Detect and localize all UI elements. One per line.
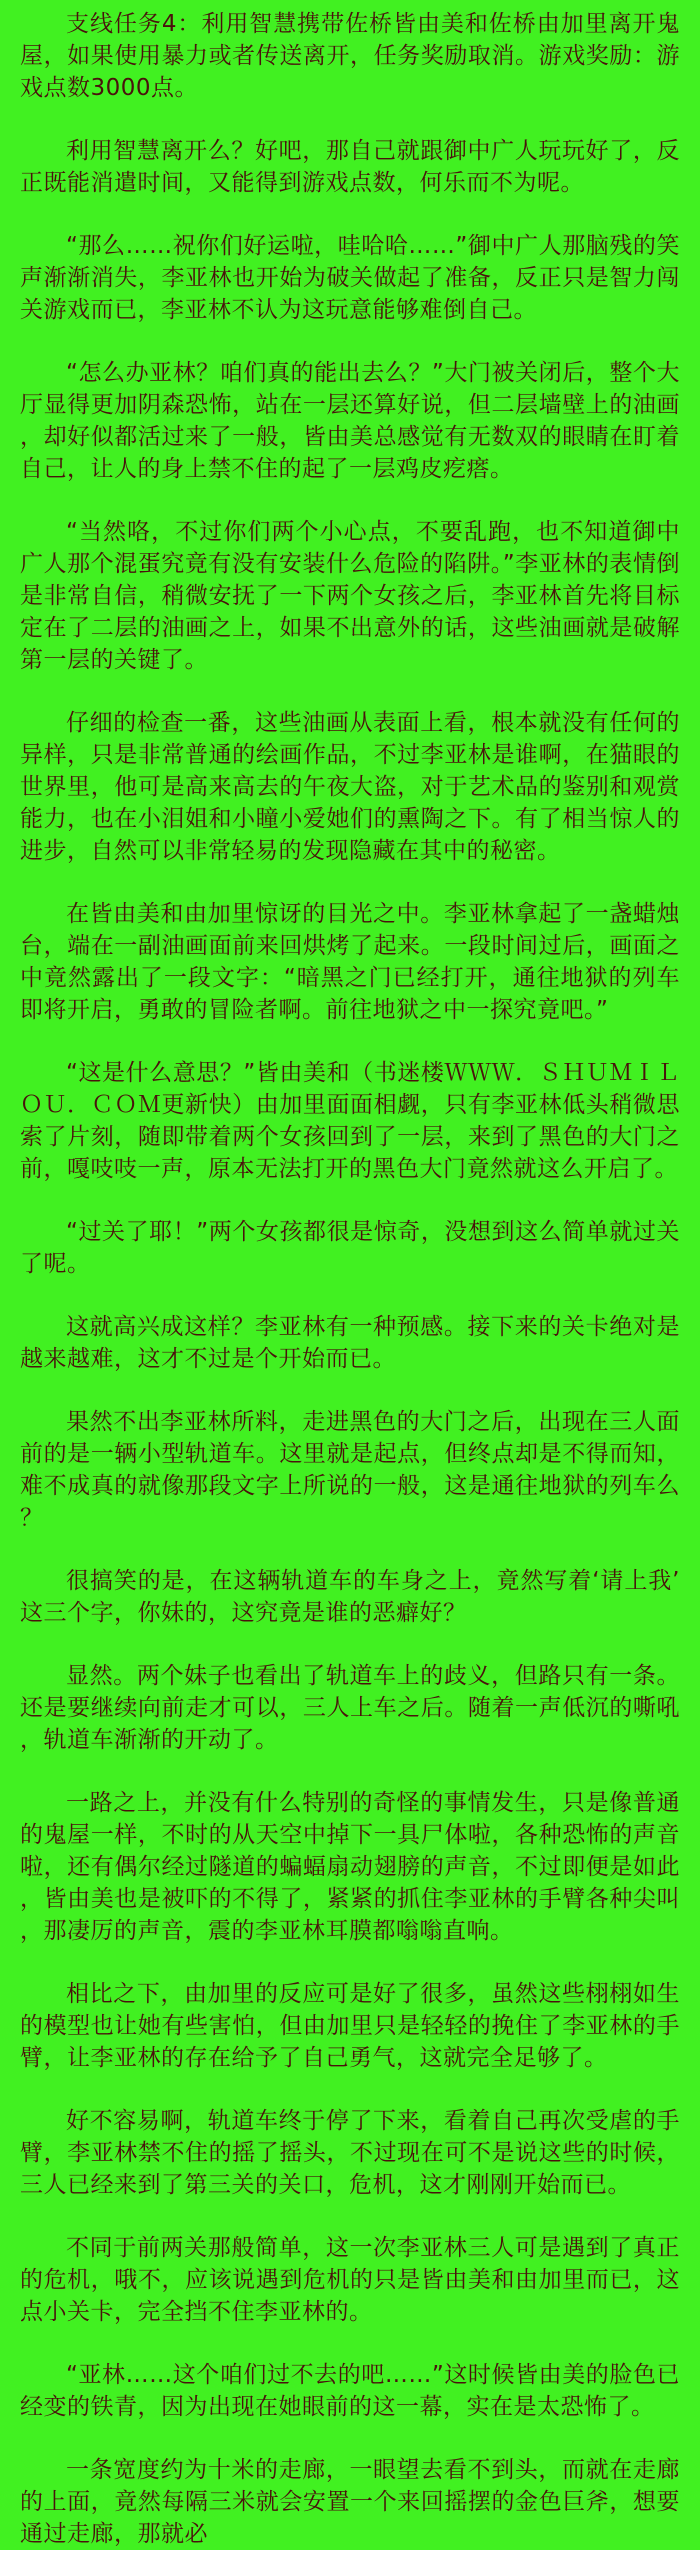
novel-paragraph: “过关了耶！”两个女孩都很是惊奇，没想到这么简单就过关了呢。 — [20, 1219, 680, 1277]
novel-paragraph: “当然咯，不过你们两个小心点，不要乱跑，也不知道御中广人那个混蛋究竟有没有安装什么危险的陷阱。”李亚林的表情倒是非常自信，稍微安抚了一下两个女孩之后，李亚林首先将目标定在了二层的油画之上，如果不出意外的话，这些油画就是破解第一层的关键了。 — [20, 519, 680, 673]
novel-paragraph: 支线任务4：利用智慧携带佐桥皆由美和佐桥由加里离开鬼屋，如果使用暴力或者传送离开，任务奖励取消。游戏奖励：游戏点数3000点。 — [20, 11, 680, 101]
novel-paragraph: “怎么办亚林？咱们真的能出去么？”大门被关闭后，整个大厅显得更加阴森恐怖，站在一层还算好说，但二层墙壁上的油画，却好似都活过来了一般，皆由美总感觉有无数双的眼睛在盯着自己，让人的身上禁不住的起了一层鸡皮疙瘩。 — [20, 360, 680, 482]
novel-paragraph: “这是什么意思？”皆由美和（书迷楼ＷＷＷ．ＳＨＵＭＩＬＯＵ．ＣＯＭ更新快）由加里面面相觑，只有李亚林低头稍微思索了片刻，随即带着两个女孩回到了一层，来到了黑色的大门之前，嘎吱吱一声，原本无法打开的黑色大门竟然就这么开启了。 — [20, 1060, 680, 1182]
novel-paragraph: 相比之下，由加里的反应可是好了很多，虽然这些栩栩如生的模型也让她有些害怕，但由加里只是轻轻的挽住了李亚林的手臂，让李亚林的存在给予了自己勇气，这就完全足够了。 — [20, 1981, 680, 2071]
novel-paragraph: 在皆由美和由加里惊讶的目光之中。李亚林拿起了一盏蜡烛台，端在一副油画面前来回烘烤了起来。一段时间过后，画面之中竟然露出了一段文字：“暗黑之门已经打开，通往地狱的列车即将开启，勇敢的冒险者啊。前往地狱之中一探究竟吧。” — [20, 901, 680, 1023]
novel-paragraph: 一条宽度约为十米的走廊，一眼望去看不到头，而就在走廊的上面，竟然每隔三米就会安置一个来回摇摆的金色巨斧，想要通过走廊，那就必 — [20, 2457, 680, 2547]
novel-paragraph: 仔细的检查一番，这些油画从表面上看，根本就没有任何的异样，只是非常普通的绘画作品，不过李亚林是谁啊，在猫眼的世界里，他可是高来高去的午夜大盗，对于艺术品的鉴别和观赏能力，也在小泪姐和小瞳小爱她们的熏陶之下。有了相当惊人的进步，自然可以非常轻易的发现隐藏在其中的秘密。 — [20, 710, 680, 864]
novel-paragraph: 很搞笑的是，在这辆轨道车的车身之上，竟然写着‘请上我’这三个字，你妹的，这究竟是谁的恶癖好？ — [20, 1568, 680, 1626]
novel-paragraph: 好不容易啊，轨道车终于停了下来，看着自己再次受虐的手臂，李亚林禁不住的摇了摇头，不过现在可不是说这些的时候，三人已经来到了第三关的关口，危机，这才刚刚开始而已。 — [20, 2108, 680, 2198]
novel-paragraph: 显然。两个妹子也看出了轨道车上的歧义，但路只有一条。还是要继续向前走才可以，三人上车之后。随着一声低沉的嘶吼，轨道车渐渐的开动了。 — [20, 1663, 680, 1753]
novel-paragraph: “那么……祝你们好运啦，哇哈哈……”御中广人那脑残的笑声渐渐消失，李亚林也开始为破关做起了准备，反正只是智力闯关游戏而已，李亚林不认为这玩意能够难倒自己。 — [20, 233, 680, 323]
novel-paragraph: 这就高兴成这样？李亚林有一种预感。接下来的关卡绝对是越来越难，这才不过是个开始而已。 — [20, 1314, 680, 1372]
novel-paragraph: 一路之上，并没有什么特别的奇怪的事情发生，只是像普通的鬼屋一样，不时的从天空中掉下一具尸体啦，各种恐怖的声音啦，还有偶尔经过隧道的蝙蝠扇动翅膀的声音，不过即便是如此，皆由美也是被吓的不得了，紧紧的抓住李亚林的手臂各种尖叫，那凄厉的声音，震的李亚林耳膜都嗡嗡直响。 — [20, 1790, 680, 1944]
novel-paragraph: “亚林……这个咱们过不去的吧……”这时候皆由美的脸色已经变的铁青，因为出现在她眼前的这一幕，实在是太恐怖了。 — [20, 2362, 680, 2420]
novel-paragraph: 利用智慧离开么？好吧，那自己就跟御中广人玩玩好了，反正既能消遣时间，又能得到游戏点数，何乐而不为呢。 — [20, 138, 680, 196]
novel-text — [20, 8, 680, 2550]
novel-paragraph: 不同于前两关那般简单，这一次李亚林三人可是遇到了真正的危机，哦不，应该说遇到危机的只是皆由美和由加里而已，这点小关卡，完全挡不住李亚林的。 — [20, 2235, 680, 2325]
novel-paragraph: 果然不出李亚林所料，走进黑色的大门之后，出现在三人面前的是一辆小型轨道车。这里就是起点，但终点却是不得而知，难不成真的就像那段文字上所说的一般，这是通往地狱的列车么？ — [20, 1409, 680, 1531]
